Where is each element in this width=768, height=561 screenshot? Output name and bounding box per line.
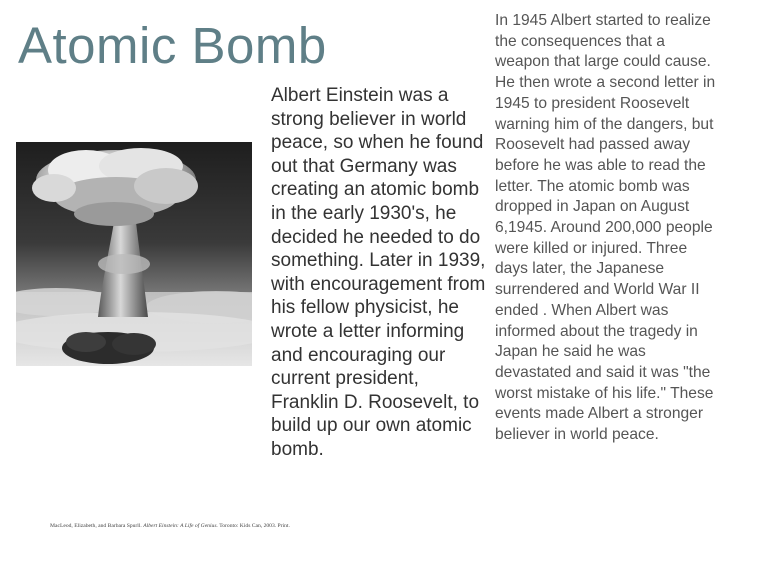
right-paragraph: In 1945 Albert started to realize the consequences that a weapon that large could cause. He then wrote a second letter in 1945 to president Roosevelt warning him of the dangers, but Roosevelt had passed away before he was able to read the letter. The atomic bomb was dropped in Japan on August 6,1945. Around 200,000 people were killed or injured. Three days later, the Japanese surrendered and World War II ended . When Albert was informed about the tragedy in Japan he said he was devastated and said it was "the worst mistake of his life." These events made Albert a stronger believer in world peace.	[495, 12, 716, 444]
citation-authors: MacLeod, Elizabeth, and Barbara Spurll.	[50, 523, 142, 529]
citation	[50, 523, 290, 531]
citation-publisher: Toronto: Kids Can, 2003. Print.	[219, 523, 290, 529]
mushroom-cloud-image	[16, 142, 252, 366]
slide-title: Atomic Bomb	[18, 17, 327, 74]
middle-paragraph: Albert Einstein was a strong believer in world peace, so when he found out that Germany was creating an atomic bomb in the early 1930's, he decided he needed to do something. Later in 1939, with encouragement from his fellow physicist, he wrote a letter informing and encouraging our current president, Franklin D. Roosevelt, to build up our own atomic bomb.	[271, 85, 486, 460]
citation-book-title: Albert Einstein: A Life of Genius.	[143, 523, 218, 529]
mushroom-cloud-photo	[16, 142, 252, 366]
